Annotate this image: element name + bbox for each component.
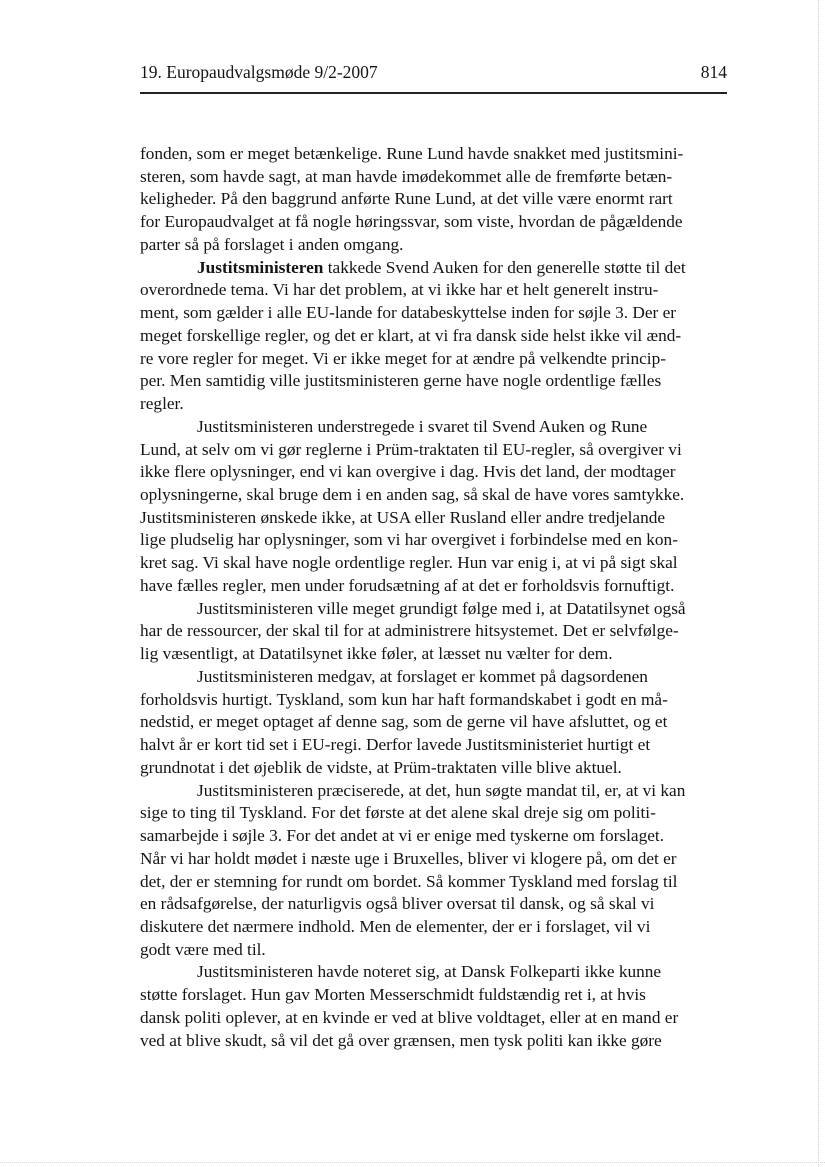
text-line: re vore regler for meget. Vi er ikke meget for at ændre på velkendte princip- — [140, 348, 666, 368]
text-line: har de ressourcer, der skal til for at administrere hitsystemet. Det er selvfølge- — [140, 621, 679, 641]
paragraph — [140, 666, 740, 780]
scan-edge-bottom — [0, 1161, 825, 1163]
paragraph — [140, 780, 740, 962]
text-line: støtte forslaget. Hun gav Morten Messerschmidt fuldstændig ret i, at hvis — [140, 985, 646, 1005]
page-header — [140, 62, 727, 84]
text-line-rest: takkede Svend Auken for den generelle støtte til det — [323, 257, 686, 277]
text-line: det, der er stemning for rundt om bordet. Så kommer Tyskland med forslag til — [140, 871, 678, 891]
text-line: ment, som gælder i alle EU-lande for databeskyttelse inden for søjle 3. Der er — [140, 303, 677, 323]
text-line: Justitsministeren understregede i svaret til Svend Auken og Rune — [197, 416, 648, 436]
text-line: ved at blive skudt, så vil det gå over grænsen, men tysk politi kan ikke gøre — [140, 1030, 662, 1050]
paragraph — [140, 143, 740, 257]
text-line: sige to ting til Tyskland. For det første at det alene skal dreje sig om politi- — [140, 803, 656, 823]
text-line: Justitsministeren ønskede ikke, at USA eller Rusland eller andre tredjelande — [140, 507, 666, 527]
text-line: grundnotat i det øjeblik de vidste, at Prüm-traktaten ville blive aktuel. — [140, 757, 622, 777]
scan-edge-right — [817, 0, 819, 1167]
text-line: meget forskellige regler, og det er klart, at vi fra dansk side helst ikke vil ænd- — [140, 325, 682, 345]
text-line: forholdsvis hurtigt. Tyskland, som kun har haft formandskabet i godt en må- — [140, 689, 668, 709]
paragraph — [140, 961, 740, 1052]
document-body — [140, 143, 740, 1052]
text-line: samarbejde i søjle 3. For det andet at vi er enige med tyskerne om forslaget. — [140, 826, 665, 846]
text-line: kret sag. Vi skal have nogle ordentlige regler. Hun var enig i, at vi på sigt skal — [140, 553, 678, 573]
text-line: en rådsafgørelse, der naturligvis også bliver oversat til dansk, og så skal vi — [140, 894, 655, 914]
text-line: nedstid, er meget optaget af denne sag, som de gerne vil have afsluttet, og et — [140, 712, 668, 732]
text-line: keligheder. På den baggrund anførte Rune Lund, at det ville være enormt rart — [140, 189, 673, 209]
text-line: regler. — [140, 394, 184, 414]
paragraph — [140, 598, 740, 666]
text-line: oplysningerne, skal bruge dem i en anden sag, så skal de have vores samtykke. — [140, 485, 685, 505]
text-line: Justitsministeren medgav, at forslaget er kommet på dagsordenen — [197, 666, 648, 686]
text-line: steren, som havde sagt, at man havde imødekommet alle de fremførte betæn- — [140, 166, 673, 186]
text-line: parter så på forslaget i anden omgang. — [140, 234, 404, 254]
text-line: Justitsministeren præciserede, at det, hun søgte mandat til, er, at vi kan — [197, 780, 686, 800]
page-number: 814 — [700, 62, 727, 82]
text-line: lige pludselig har oplysninger, som vi har overgivet i forbindelse med en kon- — [140, 530, 678, 550]
text-line: have fælles regler, men under forudsætning af at det er forholdsvis fornuftigt. — [140, 575, 675, 595]
text-line: halvt år er kort tid set i EU-regi. Derfor lavede Justitsministeriet hurtigt et — [140, 735, 651, 755]
text-line: Når vi har holdt mødet i næste uge i Bruxelles, bliver vi klogere på, om det er — [140, 848, 677, 868]
text-line: ikke flere oplysninger, end vi kan overgive i dag. Hvis det land, der modtager — [140, 462, 676, 482]
header-title: 19. Europaudvalgsmøde 9/2-2007 — [140, 62, 378, 82]
text-line: Justitsministeren ville meget grundigt følge med i, at Datatilsynet også — [197, 598, 686, 618]
speaker-name: Justitsministeren — [197, 257, 324, 277]
paragraph — [140, 416, 740, 598]
header-rule — [140, 92, 727, 94]
text-line: fonden, som er meget betænkelige. Rune Lund havde snakket med justitsmini- — [140, 144, 684, 163]
text-line: Justitsministeren havde noteret sig, at Dansk Folkeparti ikke kunne — [197, 962, 662, 982]
text-line: per. Men samtidig ville justitsministeren gerne have nogle ordentlige fælles — [140, 371, 662, 391]
text-line: overordnede tema. Vi har det problem, at vi ikke har et helt generelt instru- — [140, 280, 659, 300]
text-line: dansk politi oplever, at en kvinde er ved at blive voldtaget, eller at en mand er — [140, 1007, 679, 1027]
text-line: Lund, at selv om vi gør reglerne i Prüm-traktaten til EU-regler, så overgiver vi — [140, 439, 682, 459]
text-line: diskutere det nærmere indhold. Men de elementer, der er i forslaget, vil vi — [140, 916, 651, 936]
text-line: lig væsentligt, at Datatilsynet ikke føler, at læsset nu vælter for dem. — [140, 644, 613, 664]
text-line — [140, 257, 740, 280]
text-line: for Europaudvalget at få nogle høringssvar, som viste, hvordan de pågældende — [140, 212, 683, 232]
text-line: godt være med til. — [140, 939, 266, 959]
paragraph — [140, 257, 740, 416]
